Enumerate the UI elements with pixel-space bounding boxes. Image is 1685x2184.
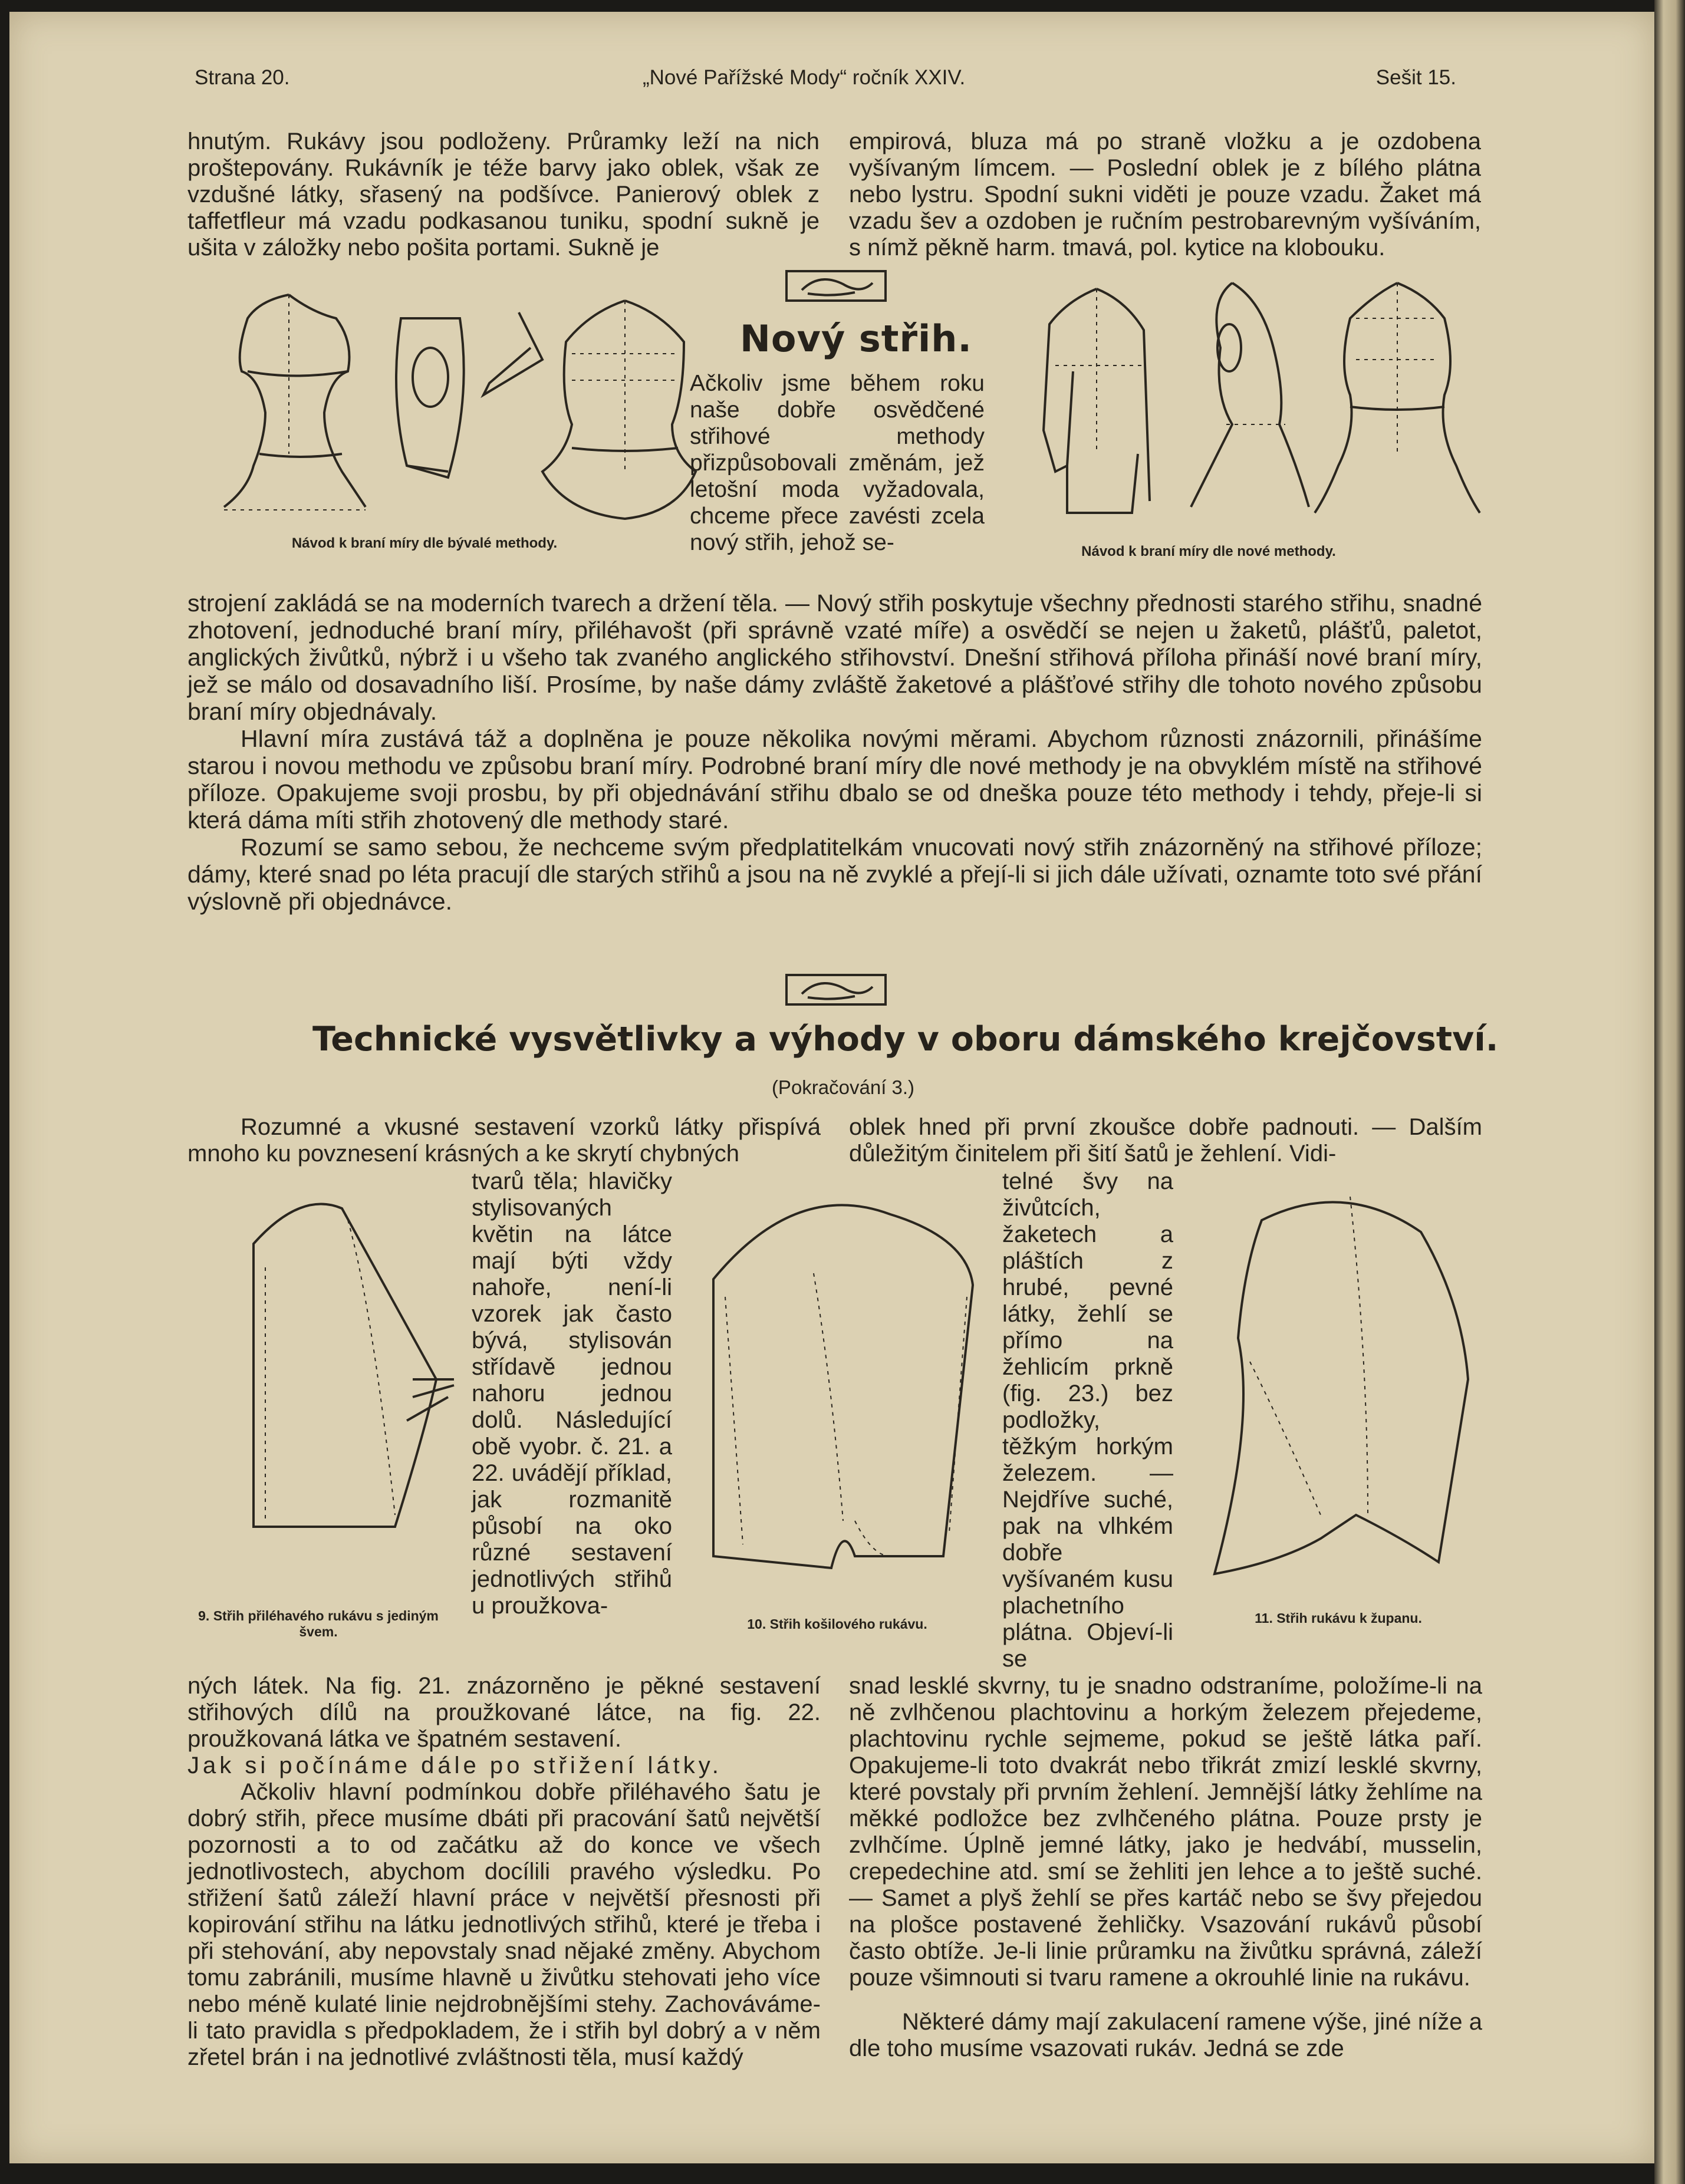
new-front-figure [1044, 289, 1150, 513]
technical-left-narrow-text: tvarů těla; hlavičky stylisovaných květin na látce mají býti vždy nahoře, není-li vzorek jak často bývá, stylisován střídavě jednou nahoru jednou dolů. Následující obě vyobr. č. 21. a 22. uvádějí příklad, jak rozmanitě působí na oko různé sestavení jednotlivých střihů u proužkova- [472, 1168, 672, 1619]
new-method-figures [1020, 277, 1492, 525]
figure-11-caption: 11. Střih rukávu k županu. [1255, 1610, 1422, 1626]
caption-new-method: Návod k braní míry dle nové methody. [1081, 543, 1336, 559]
new-back-figure [1315, 283, 1480, 513]
top-left-column [187, 129, 820, 261]
technical-right-lower [849, 1673, 1482, 2062]
section-title-technical: Technické vysvětlivky a výhody v oboru dámského krejčovství. [312, 1020, 1499, 1059]
old-method-figures [212, 277, 707, 531]
issue-number: Sešit 15. [1375, 66, 1456, 89]
figure-10-shirt-sleeve [678, 1144, 1008, 1603]
technical-left-narrow [472, 1168, 672, 1619]
technical-left-intro-text: Rozumné a vkusné sestavení vzorků látky přispívá mnoho ku povznesení krásných a ke skrytí chybných [187, 1114, 821, 1167]
page-number: Strana 20. [195, 66, 290, 89]
ornament-divider-1 [784, 266, 890, 308]
figure-10-caption: 10. Střih košilového rukávu. [747, 1616, 927, 1632]
technical-right-paragraph-2: Některé dámy mají zakulacení ramene výše, jiné níže a dle toho musíme vsazovati rukáv. Jedná se zde [849, 2009, 1482, 2061]
new-cut-paragraph-2: Hlavní míra zustává táž a doplněna je pouze několika novými měrami. Abychom různosti znázornili, přinášíme starou i novou methodu ve způsobu braní míry. Podrobné braní míry dle nové methody je na obvyklém místě na střihové příloze. Opakujeme svoji prosbu, by při objednávání střihu dbalo se od dneška pouze této methody i tehdy, přeje-li si která dáma míti střih zhotovený dle methody staré. [187, 725, 1482, 834]
new-cut-narrow-column [690, 370, 985, 556]
technical-left-paragraph: Ačkoliv hlavní podmínkou dobře přiléhavého šatu je dobrý střih, přece musíme dbáti při pracování šatů největší pozornosti a to od začátku až do konce ve všech jednotlivostech, abychom docílili pravého výsledku. Po střižení šatů záleží hlavní práce v největší přesnosti při kopirování střihu na látku jednotlivých střihů, které je třeba i při stehování, aby nepovstaly snad nějaké změny. Abychom tomu zabránili, musíme hlavně u živůtku stehovati jeho více nebo méně kulaté linie nejdrobnějšími stehy. Zachováváme-li tato pravidla s předpokladem, že i střih byl dobrý a v něm zřetel brán i na jednotlivé zvláštnosti těla, musí každý [187, 1779, 821, 2070]
top-left-paragraph: hnutým. Rukávy jsou podloženy. Průramky leží na nich proštepovány. Rukávník je téže barvy jako oblek, však ze vzdušné látky, sřasený na podšívce. Panierový oblek z taffetfleur má vzadu podkasanou tuniku, spodní sukně je ušita v záložky nebo pošita portami. Sukně je [187, 129, 820, 261]
top-right-column [849, 129, 1481, 261]
old-front-bodice-figure [224, 295, 366, 510]
technical-left-lower [187, 1673, 821, 2071]
journal-title: „Nové Pařížské Mody“ ročník XXIV. [643, 66, 966, 89]
new-cut-intro: Ačkoliv jsme během roku naše dobře osvědčené střihové methody přizpůsobovali změnám, jež letošní moda vyžadovala, chceme přece zavésti zcela nový střih, jehož se- [690, 371, 985, 555]
figure-11-robe-sleeve [1191, 1185, 1498, 1586]
technical-left-after-text: ných látek. Na fig. 21. znázorněno je pěkné sestavení střihových dílů na proužkované látce, na fig. 22. proužkovaná látka ve špatném sestavení. [187, 1673, 821, 1752]
figure-9-caption: 9. Střih přiléhavého rukávu s jediným švem. [198, 1608, 439, 1639]
technical-right-intro-text: oblek hned při první zkoušce dobře padnouti. — Dalším důležitým činitelem při šití šatů je žehlení. Vidi- [849, 1114, 1482, 1167]
old-back-bodice-figure [483, 301, 696, 519]
technical-right-narrow-text: telné švy na živůtcích, žaketech a pláštích z hrubé, pevné látky, žehlí se přímo na žehlicím prkně (fig. 23.) bez podložky, těžkým horkým železem. — Nejdříve suché, pak na vlhkém dobře vyšívaném kusu plachetního plátna. Objeví-li se [1002, 1168, 1173, 1672]
new-cut-paragraph-1: strojení zakládá se na moderních tvarech a držení těla. — Nový střih poskytuje všechny přednosti starého střihu, snadné zhotovení, jednoduché braní míry, přiléhavošt (při správně vzaté míře) a osvědčí se nejen u žaketů, plášťů, paletot, anglických živůtků, nýbrž i u všeho tak zvaného anglického střihovství. Dnešní střihová příloha přináší nové braní míry, jež se málo od dosavadního liší. Prosíme, by naše dámy zvláště žaketové a plášťové střihy dle tohoto nového způsobu braní míry objednávaly. [187, 589, 1482, 725]
old-side-bodice-figure [396, 318, 464, 477]
ornament-divider-2 [784, 970, 890, 1012]
new-cut-paragraph-3: Rozumí se samo sebou, že nechceme svým předplatitelkám vnucovati nový střih znázorněný na střihové příloze; dámy, které snad po léta pracují dle starých střihů a jsou na ně zvyklé a přejí-li si jich dále užívati, oznamte toto své přání výslovně při objednávce. [187, 834, 1482, 915]
section-title-new-cut: Nový střih. [740, 317, 972, 360]
running-header [195, 66, 1456, 101]
technical-right-narrow [1002, 1168, 1173, 1672]
new-side-figure [1191, 283, 1309, 507]
section-subtitle-continuation: (Pokračování 3.) [771, 1076, 915, 1098]
technical-right-after-text: snad lesklé skvrny, tu je snadno odstraníme, položíme-li na ně zvlhčenou plachtovinu a horkým železem přejedeme, plachtovinu rychle sejmeme, pokud se ještě látka paří. Opakujeme-li toto dvakrát nebo třikrát zmizí lesklé skvrny, které povstaly při prvním žehlení. Jemnější látky žehlíme na měkké podložce bez zvlhčeného plátna. Pouze prsty je zvlhčíme. Úplně jemné látky, jako je hedvábí, musselin, crepedechine atd. smí se žehliti jen lehce a to ještě suché. — Samet a plyš žehlí se přes kartáč nebo se švy přejedou na plošce postavené žehličky. Vsazování rukávů působí často obtíže. Je-li linie průramku na živůtku správná, záleží pouze všimnouti si tvaru ramene a okrouhlé linie na rukávu. [849, 1673, 1482, 1991]
caption-old-method: Návod k braní míry dle bývalé methody. [291, 535, 558, 551]
technical-right-intro [849, 1114, 1482, 1167]
page-edge-shadow [1654, 0, 1685, 2184]
new-cut-body [187, 589, 1482, 915]
subheading-after-cutting: Jak si počínáme dále po střižení látky. [187, 1753, 722, 1778]
figure-9-fitted-sleeve [195, 1185, 466, 1539]
top-right-paragraph: empirová, bluza má po straně vložku a je ozdobena vyšívaným límcem. — Poslední oblek je z bílého plátna nebo lystru. Spodní sukni viděti je pouze vzadu. Žaket má vzadu šev a ozdoben je ručním pestrobarevným vyšíváním, s nímž pěkně harm. tmavá, pol. kytice na klobouku. [849, 129, 1481, 261]
